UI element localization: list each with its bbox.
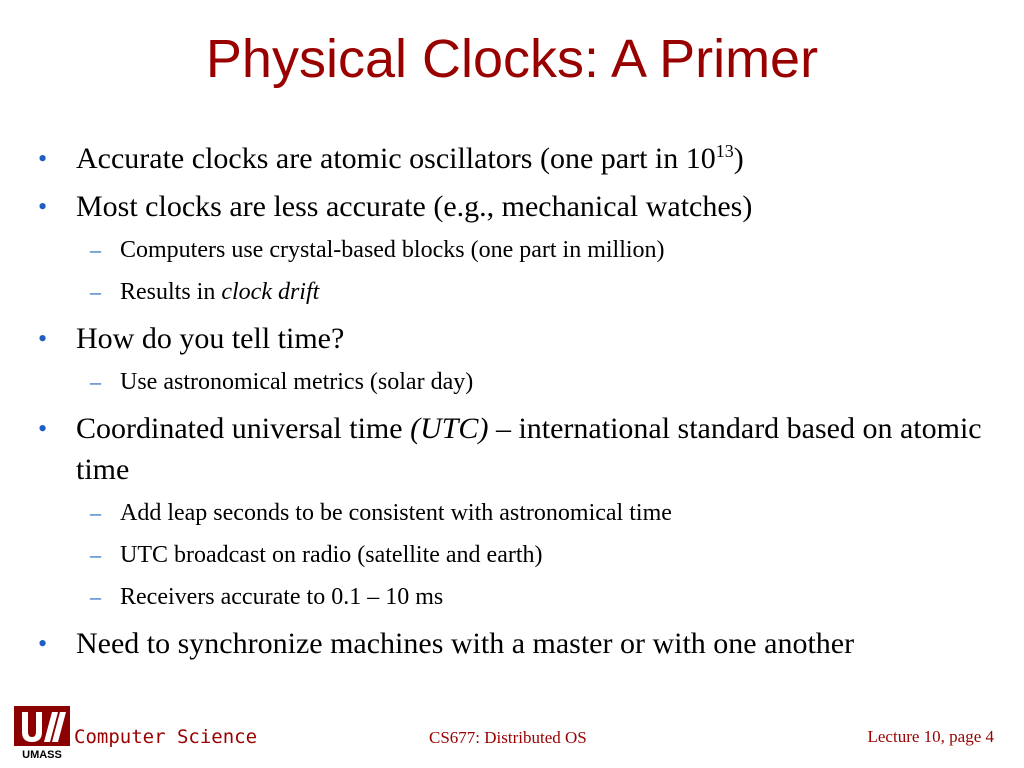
slide-title: Physical Clocks: A Primer bbox=[205, 29, 819, 89]
sub-bullet-item bbox=[36, 276, 986, 308]
dash-marker: – bbox=[90, 500, 101, 525]
umass-logo bbox=[14, 706, 70, 760]
bullet-marker: • bbox=[38, 144, 48, 173]
bullet-marker: • bbox=[38, 324, 48, 353]
bullet-text-close: ) bbox=[733, 142, 744, 175]
bullet-marker: • bbox=[38, 414, 48, 443]
bullet-text: Need to synchronize machines with a master or with one another bbox=[76, 627, 855, 660]
bullet-list bbox=[36, 138, 986, 671]
dash-marker: – bbox=[90, 279, 101, 304]
emphasis-text: clock drift bbox=[221, 279, 320, 305]
dash-marker: – bbox=[90, 542, 101, 567]
bullet-text: Most clocks are less accurate (e.g., mechanical watches) bbox=[76, 190, 753, 223]
bullet-item bbox=[36, 623, 986, 664]
sub-bullet-item bbox=[36, 234, 986, 266]
bullet-marker: • bbox=[38, 629, 48, 658]
sub-bullet-text: Results in bbox=[120, 279, 222, 305]
sub-bullet-item bbox=[36, 366, 986, 398]
svg-text:UMASS: UMASS bbox=[22, 749, 62, 760]
bullet-text: Accurate clocks are atomic oscillators (one part in 10 bbox=[76, 142, 716, 175]
bullet-text: How do you tell time? bbox=[76, 322, 345, 355]
sub-bullet-text: Use astronomical metrics (solar day) bbox=[120, 369, 474, 395]
footer-page-number: Lecture 10, page 4 bbox=[867, 727, 994, 746]
footer-course: CS677: Distributed OS bbox=[429, 728, 587, 747]
dash-marker: – bbox=[90, 237, 101, 262]
footer-department: Computer Science bbox=[74, 726, 258, 748]
bullet-item bbox=[36, 318, 986, 359]
bullet-item bbox=[36, 186, 986, 227]
exponent: 13 bbox=[715, 141, 734, 161]
bullet-text-suffix: – international standard based on atomic time bbox=[76, 412, 982, 486]
sub-bullet-text: UTC broadcast on radio (satellite and earth) bbox=[120, 542, 543, 568]
sub-bullet-text: Receivers accurate to 0.1 – 10 ms bbox=[120, 584, 444, 610]
emphasis-text: (UTC) bbox=[410, 412, 489, 445]
dash-marker: – bbox=[90, 369, 101, 394]
bullet-text: Coordinated universal time bbox=[76, 412, 411, 445]
bullet-marker: • bbox=[38, 192, 48, 221]
sub-bullet-text: Computers use crystal-based blocks (one part in million) bbox=[120, 237, 665, 263]
sub-bullet-text: Add leap seconds to be consistent with astronomical time bbox=[120, 500, 672, 526]
sub-bullet-item bbox=[36, 497, 986, 529]
dash-marker: – bbox=[90, 584, 101, 609]
sub-bullet-item bbox=[36, 581, 986, 613]
sub-bullet-item bbox=[36, 539, 986, 571]
bullet-item bbox=[36, 138, 986, 179]
bullet-item bbox=[36, 408, 986, 490]
